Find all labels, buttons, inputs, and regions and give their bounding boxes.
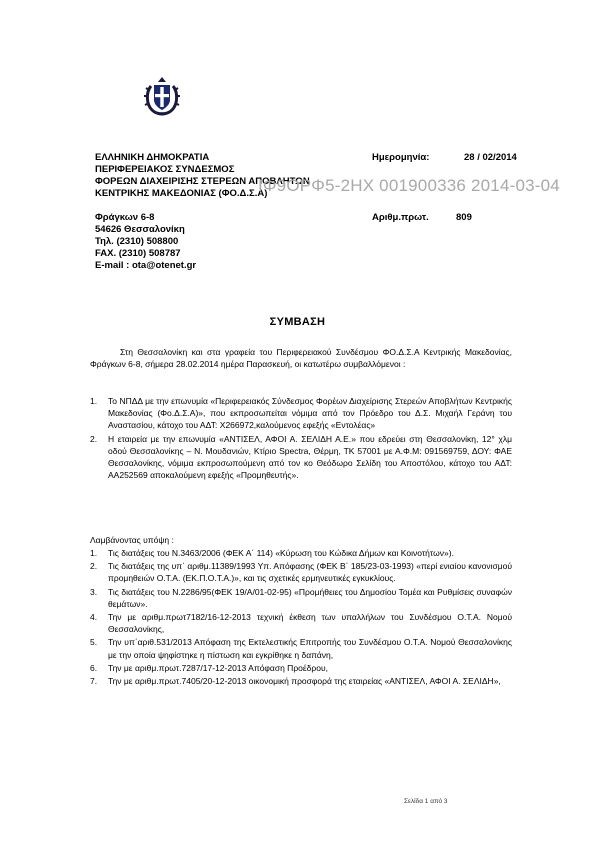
address-line: FAX. (2310) 508787 bbox=[95, 248, 181, 259]
list-item bbox=[90, 662, 512, 674]
item-number: 2. bbox=[90, 433, 98, 444]
org-line: ΕΛΛΗΝΙΚΗ ΔΗΜΟΚΡΑΤΙΑ bbox=[95, 152, 210, 163]
list-item bbox=[90, 675, 512, 687]
address-line: E-mail : ota@otenet.gr bbox=[95, 260, 197, 271]
address-line: Τηλ. (2310) 508800 bbox=[95, 236, 179, 247]
item-number: 2. bbox=[90, 561, 98, 572]
item-text: Τις διατάξεις του Ν.2286/95(ΦΕΚ 19/Α/01-02-95) «Προμήθειες του Δημοσίου Τομέα και Ρυθμίσεις συναφών θεμάτων». bbox=[108, 586, 512, 609]
page-number: Σελίδα 1 από 3 bbox=[404, 798, 448, 805]
item-text: Την με αριθμ.πρωτ.7287/17-12-2013 Απόφαση Προέδρου, bbox=[108, 662, 328, 673]
org-line: ΚΕΝΤΡΙΚΗΣ ΜΑΚΕΔΟΝΙΑΣ (ΦΟ.Δ.Σ.Α) bbox=[95, 188, 268, 199]
greek-emblem-icon bbox=[142, 76, 182, 118]
item-number: 1. bbox=[90, 548, 98, 558]
item-text: Την υπ΄αριθ.531/2013 Απόφαση της Εκτελεστικής Επιτροπής του Συνδέσμου Ο.Τ.Α. Νομού Θεσσαλονίκης με την οποία ψηφίστηκε η πίστωση και εγκρίθηκε η δαπάνη, bbox=[108, 637, 512, 660]
sender-address bbox=[95, 212, 196, 272]
item-number: 1. bbox=[90, 396, 98, 406]
item-number: 6. bbox=[90, 662, 98, 673]
item-text: Τις διατάξεις της υπ΄ αριθμ.11389/1993 Υπ. Απόφασης (ΦΕΚ Β΄ 185/23-03-1993) «περί ενιαίου κανονισμού προμηθειών Ο.Τ.Α. (ΕΚ.Π.Ο.Τ.Α.)», και τις σχετικές ερμηνευτικές εγκυκλίους. bbox=[108, 561, 512, 584]
item-text: Την με αριθμ.πρωτ.7405/20-12-2013 οικονομική προσφορά της εταιρείας «ΑΝΤΙΣΕΛ, ΑΦΟΙ Α. ΣΕΛΙΔΗ», bbox=[108, 676, 501, 687]
document-title: ΣΥΜΒΑΣΗ bbox=[269, 316, 326, 328]
intro-paragraph: Στη Θεσσαλονίκη και στα γραφεία του Περιφερειακού Συνδέσμου ΦΟ.Δ.Σ.Α Κεντρικής Μακεδονίας, Φράγκων 6-8, σήμερα 28.02.2014 ημέρα Παρασκευή, οι κατωτέρω συμβαλλόμενοι : bbox=[90, 347, 512, 370]
item-text: Η εταιρεία με την επωνυμία «ΑΝΤΙΣΕΛ, ΑΦΟΙ Α. ΣΕΛΙΔΗ Α.Ε.» που εδρεύει στη Θεσσαλονίκη, 12° χλμ οδού Θεσσαλονίκης – Ν. Μουδανιών, Κτίριο Spectra, Θέρμη, ΤΚ 57001 με Α.Φ.Μ: 091569759, ΔΟΥ: ΦΑΕ Θεσσαλονίκης, νόμιμα εκπροσωπούμενη από τον κο Θεόδωρο Σελίδη του Αποστόλου, κάτοχο του ΑΔΤ: ΑΑ252569 αποκαλούμενη εφεξής «Προμηθευτής». bbox=[108, 433, 512, 481]
protocol-value: 809 bbox=[456, 212, 472, 223]
org-line: ΠΕΡΙΦΕΡΕΙΑΚΟΣ ΣΥΝΔΕΣΜΟΣ bbox=[95, 164, 235, 175]
list-item bbox=[90, 611, 512, 635]
parties-list bbox=[90, 395, 512, 481]
document-watermark: ΙΦ9ΟΡΦ5-2ΗΧ 001900336 2014-03-04 bbox=[258, 176, 560, 195]
date-value: 28 / 02/2014 bbox=[464, 152, 517, 163]
item-text: Τις διατάξεις του Ν.3463/2006 (ΦΕΚ Α΄ 114) «Κύρωση του Κώδικα Δήμων και Κοινοτήτων»). bbox=[108, 548, 454, 558]
org-line: ΦΟΡΕΩΝ ΔΙΑΧΕΙΡΙΣΗΣ ΣΤΕΡΕΩΝ ΑΠΟΒΛΗΤΩΝ bbox=[95, 176, 310, 187]
list-item bbox=[90, 636, 512, 660]
item-number: 5. bbox=[90, 637, 98, 648]
list-item bbox=[90, 395, 512, 432]
list-item bbox=[90, 586, 512, 610]
item-text: Την με αριθμ.πρωτ7182/16-12-2013 τεχνική έκθεση των υπαλλήλων του Συνδέσμου Ο.Τ.Α. Νομού Θεσσαλονίκης, bbox=[108, 612, 512, 635]
item-text: Το ΝΠΔΔ με την επωνυμία «Περιφερειακός Σύνδεσμος Φορέων Διαχείρισης Στερεών Αποβλήτων Κεντρικής Μακεδονίας (Φο.Δ.Σ.Α)», που εκπροσωπείται νόμιμα από τον Πρόεδρο του Δ.Σ. Μιχαήλ Γεράνη του Αναστασίου, κάτοχο του ΑΔΤ: Χ266972,καλούμενος εφεξής «Εντολέας» bbox=[108, 396, 512, 431]
list-item bbox=[90, 433, 512, 482]
address-line: Φράγκων 6-8 bbox=[95, 212, 155, 223]
list-item bbox=[90, 560, 512, 584]
item-number: 7. bbox=[90, 676, 98, 687]
list-item bbox=[90, 547, 512, 559]
considering-label: Λαμβάνοντας υπόψη : bbox=[90, 535, 174, 545]
date-label: Ημερομηνία: bbox=[372, 152, 430, 163]
date-row bbox=[372, 152, 532, 164]
address-line: 54626 Θεσσαλονίκη bbox=[95, 224, 185, 235]
protocol-label: Αριθμ.πρωτ. bbox=[372, 212, 429, 223]
protocol-row bbox=[372, 212, 532, 224]
considerations-list bbox=[90, 547, 512, 687]
item-number: 4. bbox=[90, 612, 98, 623]
item-number: 3. bbox=[90, 586, 98, 597]
